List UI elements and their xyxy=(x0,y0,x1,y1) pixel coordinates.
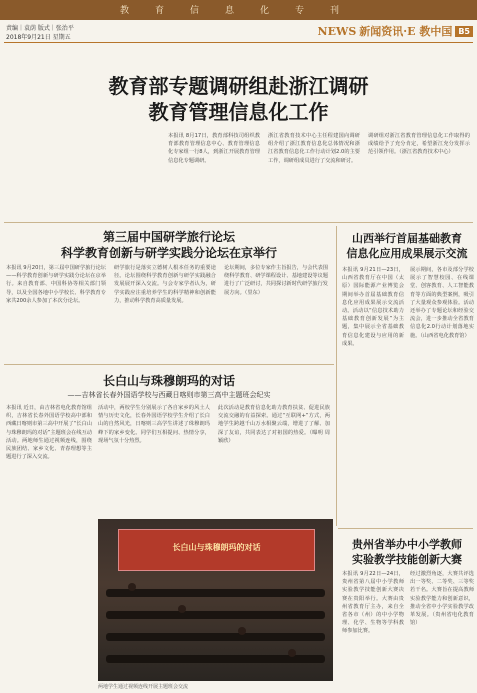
screen-caption: 长白山与珠穆朗玛的对话 xyxy=(172,543,261,552)
lead-col-3: 调研组对浙江省教育管理信息化工作取得的成绩给予了充分肯定，希望浙江充分发挥示范引领作用。（浙江省教育技术中心） xyxy=(368,133,470,156)
audience-row xyxy=(106,611,325,619)
article3-title-1: 山西举行首届基础教育 xyxy=(352,232,462,245)
section-brand xyxy=(318,24,473,38)
article2-col-3: 此次活动是教育信息化助力教育扶贫、促进民族交流交融的有益探索。通过“互联网+”方式，两地学生跨越千山万水相聚云端，增进了了解、加深了友谊，共同表达了对祖国的热爱。（曝明 周颖欣） xyxy=(218,405,330,444)
article2-col-2: 活动中，两校学生分别展示了各自家乡的风土人情与历史文化，长春外国语学校学生介绍了长白山的自然风光，日喀则三高学生讲述了珠穆朗玛峰下的家乡变化。同学们互相提问、热情分享，现场气氛十分热烈。 xyxy=(98,405,210,444)
date-line: 2018年9月21日 星期五 xyxy=(6,34,71,41)
editor-line: 责编｜袁荫 版式｜张治平 xyxy=(6,25,74,32)
article3-title-2: 信息化应用成果展示交流 xyxy=(346,247,468,260)
article1-col-1: 本报讯 9月20日，第三届中国研学旅行论坛——科学教育创新与研学实践分论坛在京举行。来自教育部、中国科协等相关部门领导，以及全国各地中小学校长、科学教育专家共200余人参加了本次分论坛。 xyxy=(6,265,106,304)
audience-row xyxy=(106,633,325,641)
audience-row xyxy=(106,589,325,597)
article4-title-2: 实验教学技能创新大赛 xyxy=(352,553,462,566)
article1-col-2: 研学旅行是落实立德树人根本任务的重要途径。论坛围绕科学教育创新与研学实践融合发展展开深入交流。与会专家学者认为，研学实践应注重培养学生的科学精神和创新能力，推动科学教育高质量发展。 xyxy=(114,265,216,304)
divider-1 xyxy=(4,222,473,223)
issue-meta xyxy=(6,24,74,42)
brand-en: NEWS xyxy=(317,24,357,38)
divider-2 xyxy=(4,364,334,365)
article2-col-1: 本报讯 近日，由吉林省电化教育馆组织，吉林省长春外国语学校高中部和西藏日喀则市第三高中开展了“长白山与珠穆朗玛的对话”主题班会在线互动活动。两地师生通过视频连线，围绕民族团结、家乡文化、青春理想等主题进行了深入交流。 xyxy=(6,405,92,461)
person-silhouette xyxy=(128,583,136,591)
article1-col-3: 论坛期间，多位专家作主旨报告，与会代表围绕科学教育、研学课程设计、基地建设等议题进行了广泛研讨，共同探讨新时代研学旅行发展方向。（里东） xyxy=(224,265,328,296)
top-banner xyxy=(0,0,477,20)
column-divider xyxy=(336,226,337,526)
brand-cn: 新闻资讯·E 教中国 xyxy=(359,25,453,38)
header-rule xyxy=(4,42,473,43)
photo-caption: 两地学生通过视频连线开展主题班会交流 xyxy=(98,684,189,690)
article4-col-1: 本报讯 9月22日—24日，贵州省第八届中小学教师实验教学技能创新大赛决赛在贵阳举行。大赛由贵州省教育厅主办，来自全省各市（州）的中小学物理、化学、生物等学科教师参加比赛。 xyxy=(342,571,404,635)
person-silhouette xyxy=(238,627,246,635)
page-number: B5 xyxy=(455,26,473,37)
article3-col-1: 本报讯 9月21日—23日，山西省教育厅在中国（太原）国际能源产业博览会期间举办首届基础教育信息化应用成果展示交流活动。活动以“信息技术助力基础教育创新发展”为主题，集中展示全省基础教育信息化建设与应用的新成果。 xyxy=(342,267,404,347)
article3-col-2: 展示期间，各市及部分学校展示了智慧校园、在线课堂、创客教育、人工智能教育等方面的典型案例，吸引了大量观众参观体验。活动还举办了专题论坛和经验交流会，进一步推动全省教育信息化2.0行动计划落地实施。（山西省电化教育馆） xyxy=(410,267,474,339)
person-silhouette xyxy=(178,605,186,613)
person-silhouette xyxy=(288,649,296,657)
projection-screen xyxy=(118,529,315,571)
article1-title-1: 第三届中国研学旅行论坛 xyxy=(102,230,235,244)
article2-title: 长白山与珠穆朗玛的对话 xyxy=(102,374,235,388)
event-photo xyxy=(98,519,333,681)
main-headline-2: 教育管理信息化工作 xyxy=(148,100,329,124)
divider-3 xyxy=(338,528,473,529)
article4-title-1: 贵州省举办中小学教师 xyxy=(352,538,462,551)
article1-title-2: 科学教育创新与研学实践分论坛在京举行 xyxy=(60,246,277,260)
lead-col-1: 本报讯 8月17日，教育部科技司组织教育部教育管理信息中心、教育管理信息化专家组一行8人，到浙江开展教育管理信息化专题调研。 xyxy=(168,133,260,164)
section-slogan: 教育信息化专刊 xyxy=(120,6,366,16)
article4-col-2: 经过激烈角逐，大赛共评选出一等奖、二等奖、三等奖若干名。大赛旨在提高教师实验教学能力和创新意识，推动全省中小学实验教学改革发展。（贵州省电化教育馆） xyxy=(410,571,474,627)
main-headline-1: 教育部专题调研组赴浙江调研 xyxy=(108,74,369,98)
lead-col-2: 浙江省教育技术中心主任程建国向调研组介绍了浙江教育信息化总体情况和浙江省教育信息化工作行动计划2.0的主要工作，调研组成员进行了交流和研讨。 xyxy=(268,133,360,164)
article2-subtitle: ——吉林省长春外国语学校与西藏日喀则市第三高中主题班会纪实 xyxy=(67,391,271,399)
